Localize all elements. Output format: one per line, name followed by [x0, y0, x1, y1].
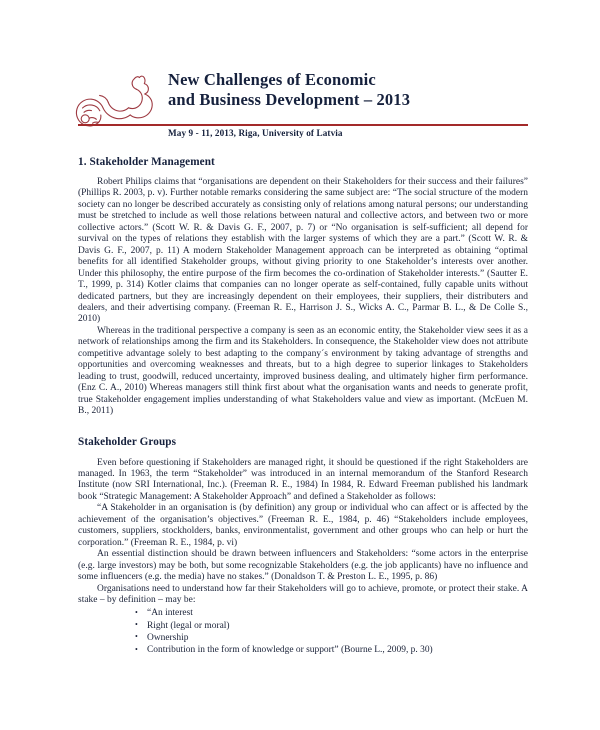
- paragraph-6: Organisations need to understand how far their Stakeholders will go to achieve, promote, or protect their stake. A stake – by definition – may be:: [78, 583, 528, 605]
- conference-title-line-1: New Challenges of Economic: [168, 70, 376, 89]
- stake-definition-list: [78, 607, 528, 656]
- document-header: [72, 70, 528, 142]
- list-item: • Ownership: [78, 632, 528, 644]
- header-divider-rule: [78, 124, 528, 126]
- paragraph-4: “A Stakeholder in an organisation is (by definition) any group or individual who can affect or is affected by the achievement of the organisation’s objectives.” (Freeman R. E., 1984, p. 46) “Stakeholders include employees, customers, suppliers, stockholders, banks, environmentalist, government and other groups who can help or hurt the corporation.” (Freeman R. E., 1984, p. vi): [78, 503, 528, 548]
- section-heading-stakeholder-groups: Stakeholder Groups: [78, 435, 177, 448]
- paragraph-3: Even before questioning if Stakeholders are managed right, it should be questioned if the right Stakeholders are managed. In 1963, the term “Stakeholder” was introduced in an internal memorandum of the Stanford Research Institute (now SRI International, Inc.). (Freeman R. E., 1984) In 1984, R. Edward Freeman published his landmark book “Strategic Management: A Stakeholder Approach” and defined a Stakeholder as follows:: [78, 457, 528, 502]
- list-item: • “An interest: [78, 607, 528, 619]
- paragraph-5: An essential distinction should be drawn between influencers and Stakeholders: “some actors in the enterprise (e.g. large investors) may be both, but some recognizable Stakeholders (e.g. the job applicants) have no influence and some influencers (e.g. the media) have no stakes.” (Donaldson T. & Preston L. E., 1995, p. 86): [78, 549, 528, 583]
- paragraph-2: Whereas in the traditional perspective a company is seen as an economic entity, the Stakeholder view sees it as a network of relationships among the firm and its Stakeholders. In consequence, the Stakeholder view does not attribute competitive advantage solely to best adapting to the company´s environment by taking advantage of strengths and opportunities and overcoming weaknesses and threats, but to a high degree to superior linkages to Stakeholders leading to trust, goodwill, reduced uncertainty, improved business dealing, and ultimately higher firm performance. (Enz C. A., 2010) Whereas managers still think first about what the organisation wants and needs to generate profit, true Stakeholder engagement implies understanding of what Stakeholders value and view as important. (McEuen M. B., 2011): [78, 325, 528, 417]
- list-item: • Contribution in the form of knowledge or support” (Bourne L., 2009, p. 30): [78, 644, 528, 656]
- section-heading-stakeholder-management: 1. Stakeholder Management: [78, 156, 215, 168]
- conference-subtitle: May 9 - 11, 2013, Riga, University of Latvia: [168, 128, 343, 138]
- document-body: [78, 156, 528, 656]
- list-item: • Right (legal or moral): [78, 620, 528, 632]
- conference-title-line-2: and Business Development – 2013: [168, 90, 411, 109]
- squirrel-logo: [72, 74, 168, 130]
- header-title-block: [168, 70, 528, 110]
- paragraph-1: Robert Philips claims that “organisations are dependent on their Stakeholders for their success and their failures” (Phillips R. 2003, p. v). Further notable remarks considering the same subject are: “The social structure of the modern society can no longer be described accurately as consisting only of relations among natural persons; our understanding must be stretched to include as well those relations between natural and collective actors, and between two or more collective actors.” (Scott W. R. & Davis G. F., 2007, p. 7) or “No organisation is self-sufficient; all depend for survival on the types of relations they establish with the larger systems of which they are a part.” (Scott W. R. & Davis G. F., 2007, p. 11) A modern Stakeholder Management approach can be interpreted as obtaining “optimal benefits for all identified Stakeholder groups, without giving priority to one Stakeholder’s interests over another. Under this philosophy, the entire purpose of the firm becomes the co-ordination of Stakeholder interests.” (Sautter E. T., 1999, p. 314) Kotler claims that companies can no longer operate as self-contained, fully capable units without dedicated partners, but they are increasingly dependent on their employees, their suppliers, their distributers and dealers, and their advertising company. (Freeman R. E., Harrison J. S., Wicks A. C., Parmar B. L., & De Colle S., 2010): [78, 177, 528, 325]
